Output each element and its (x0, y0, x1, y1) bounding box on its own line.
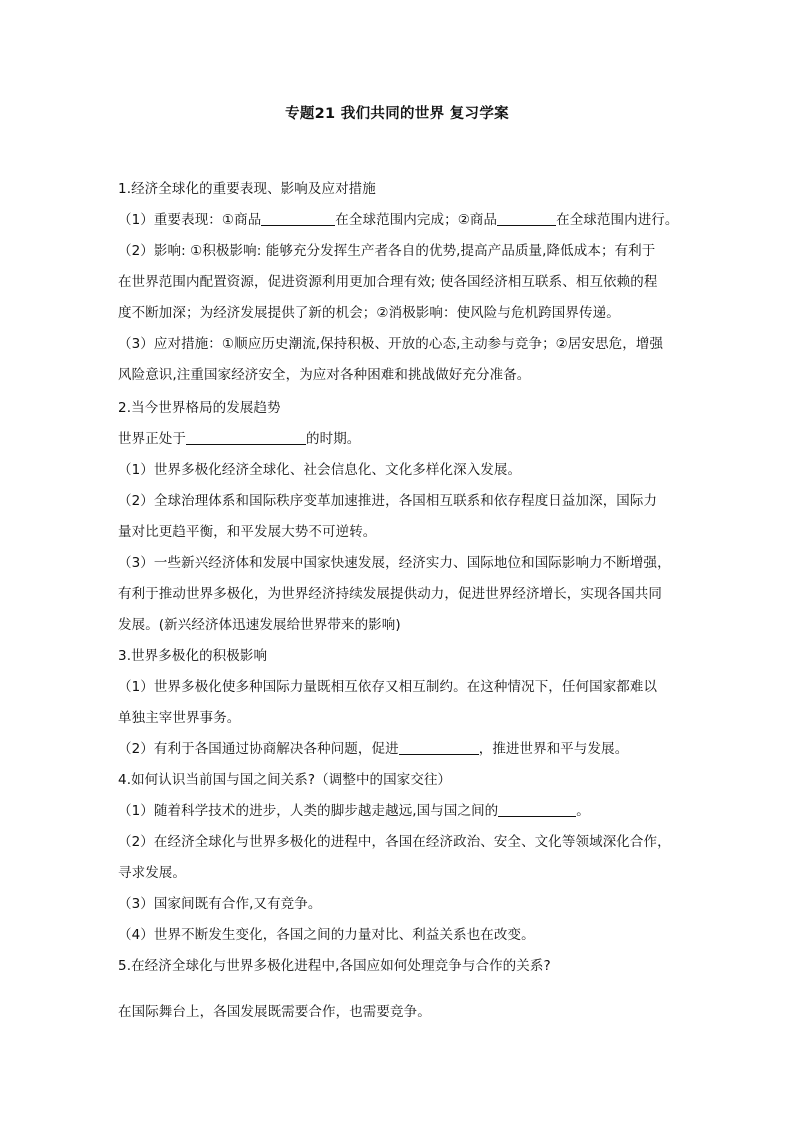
text-segment: 1.经济全球化的重要表现、影响及应对措施 (118, 181, 376, 197)
text-line (118, 491, 683, 511)
text-segment: 在世界范围内配置资源，促进资源利用更加合理有效; 使各国经济相互联系、相互依赖的程 (118, 274, 658, 290)
text-segment: 5.在经济全球化与世界多极化进程中,各国应如何处理竞争与合作的关系? (118, 958, 551, 974)
text-segment: 2.当今世界格局的发展趋势 (118, 400, 281, 416)
text-line (118, 241, 683, 261)
text-line (118, 303, 683, 323)
text-segment: ，推进世界和平与发展。 (478, 741, 629, 757)
text-line (118, 925, 683, 945)
text-segment: （2）影响: ①积极影响: 能够充分发挥生产者各自的优势,提高产品质量,降低成本；有利于 (118, 243, 656, 259)
fill-in-blank (399, 740, 479, 755)
text-segment: （3）一些新兴经济体和发展中国家快速发展，经济实力、国际地位和国际影响力不断增强， (118, 555, 671, 571)
text-line (118, 801, 683, 821)
text-segment: 度不断加深；为经济发展提供了新的机会；②消极影响：使风险与危机跨国界传递。 (118, 305, 620, 321)
text-segment: 4.如何认识当前国与国之间关系?（调整中的国家交往） (118, 772, 452, 788)
text-segment: 量对比更趋平衡，和平发展大势不可逆转。 (118, 524, 377, 540)
text-segment: （1）重要表现：①商品 (118, 212, 262, 228)
text-line (118, 272, 683, 292)
text-line (118, 179, 683, 199)
text-line (118, 956, 683, 976)
fill-in-blank (186, 430, 306, 445)
text-line (118, 615, 683, 635)
fill-in-blank (497, 211, 556, 226)
text-line (118, 522, 683, 542)
text-segment: 在国际舞台上，各国发展既需要合作，也需要竞争。 (118, 1004, 431, 1020)
text-segment: 世界正处于 (118, 431, 186, 447)
text-line (118, 584, 683, 604)
text-segment: 寻求发展。 (118, 865, 186, 881)
fill-in-blank (261, 211, 335, 226)
text-segment: 。 (576, 803, 590, 819)
text-segment: （3）国家间既有合作,又有竞争。 (118, 896, 322, 912)
text-segment: （1）随着科学技术的进步，人类的脚步越走越远,国与国之间的 (118, 803, 499, 819)
text-line (118, 334, 683, 354)
text-segment: 单独主宰世界事务。 (118, 710, 241, 726)
text-segment: （1）世界多极化经济全球化、社会信息化、文化多样化深入发展。 (118, 462, 522, 478)
text-line (118, 832, 683, 852)
text-line (118, 863, 683, 883)
fill-in-blank (498, 802, 576, 817)
text-segment: （2）全球治理体系和国际秩序变革加速推进，各国相互联系和依存程度日益加深，国际力 (118, 493, 658, 509)
text-line (118, 398, 683, 418)
text-segment: （4）世界不断发生变化，各国之间的力量对比、利益关系也在改变。 (118, 927, 535, 943)
text-segment: （1）世界多极化使多种国际力量既相互依存又相互制约。在这种情况下，任何国家都难以 (118, 679, 658, 695)
text-line (118, 739, 683, 759)
text-line (118, 429, 683, 449)
text-segment: 3.世界多极化的积极影响 (118, 648, 268, 664)
text-line (118, 460, 683, 480)
text-line (118, 677, 683, 697)
text-line (118, 1002, 683, 1022)
page-title: 专题21 我们共同的世界 复习学案 (285, 106, 509, 122)
text-segment: 在全球范围内进行。 (556, 212, 679, 228)
text-segment: 在全球范围内完成；②商品 (335, 212, 498, 228)
text-segment: （3）应对措施：①顺应历史潮流,保持积极、开放的心态,主动参与竞争；②居安思危，增强 (118, 336, 664, 352)
text-line (118, 553, 683, 573)
text-line (118, 708, 683, 728)
text-line (118, 365, 683, 385)
text-line (118, 646, 683, 666)
text-segment: 发展。(新兴经济体迅速发展给世界带来的影响) (118, 617, 401, 633)
text-segment: 的时期。 (306, 431, 361, 447)
text-line (118, 770, 683, 790)
text-line (118, 894, 683, 914)
text-segment: 有利于推动世界多极化，为世界经济持续发展提供动力，促进世界经济增长，实现各国共同 (118, 586, 662, 602)
text-segment: 风险意识,注重国家经济安全，为应对各种困难和挑战做好充分准备。 (118, 367, 531, 383)
text-segment: （2）有利于各国通过协商解决各种问题，促进 (118, 741, 399, 757)
text-line (118, 210, 683, 230)
text-segment: （2）在经济全球化与世界多极化的进程中，各国在经济政治、安全、文化等领域深化合作， (118, 834, 671, 850)
